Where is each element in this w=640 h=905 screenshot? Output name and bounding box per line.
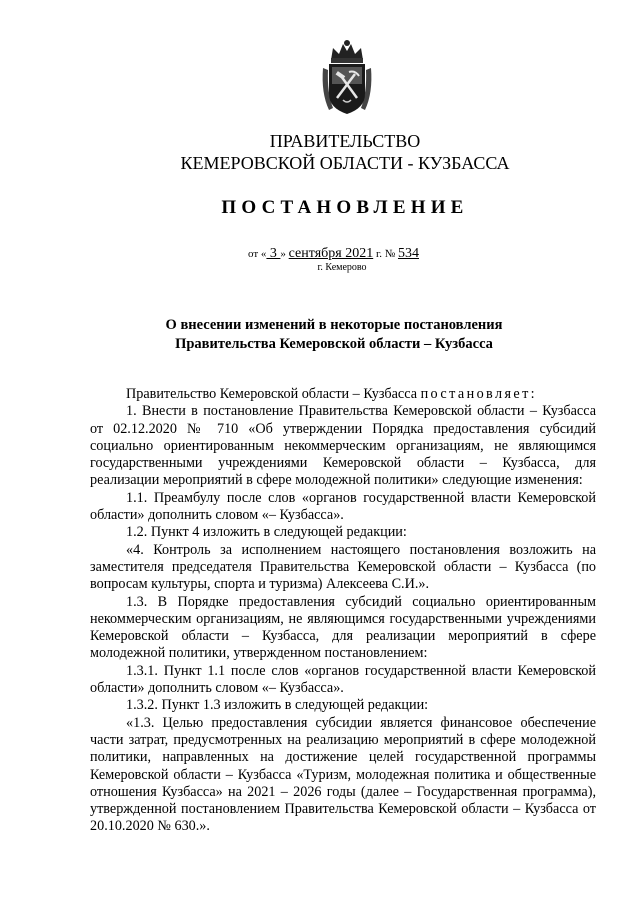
coat-of-arms-icon: [321, 38, 373, 116]
paragraph-1-3-2-quote: «1.3. Целью предоставления субсидии является финансовое обеспечение части затрат, предусмотренных на реализацию мероприятий в сфере молодежной политики, направленных на достижение целей государственной программы Кемеровской области – Кузбасса «Туризм, молодежная политика и общественные отношения Кузбасса» на 2021 – 2026 годы (далее – Государственная программа), утвержденной постановлением Правительства Кемеровской области – Кузбасса от 20.10.2020 № 630.».: [90, 714, 596, 835]
paragraph-1-2: 1.2. Пункт 4 изложить в следующей редакции:: [126, 524, 407, 541]
title-line2: Правительства Кемеровской области – Кузбасса: [175, 336, 493, 352]
title-line1: О внесении изменений в некоторые постановления: [165, 317, 503, 333]
date-month-year: сентября 2021: [288, 246, 374, 261]
intro-lead: Правительство Кемеровской области – Кузбасса: [126, 386, 421, 402]
document-title: [0, 316, 640, 354]
paragraph-1-3-2: 1.3.2. Пункт 1.3 изложить в следующей редакции:: [126, 697, 429, 714]
date-sep: »: [280, 248, 289, 260]
city-line: г. Кемерово: [317, 262, 367, 273]
date-prefix: от «: [248, 248, 267, 260]
paragraph-1-3-1: 1.3.1. Пункт 1.1 после слов «органов государственной власти Кемеровской области» дополнить словом «– Кузбасса».: [90, 662, 596, 697]
government-name-line2: КЕМЕРОВСКОЙ ОБЛАСТИ - КУЗБАССА: [180, 153, 510, 173]
paragraph-1-1: 1.1. Преамбулу после слов «органов государственной власти Кемеровской области» дополнить словом «– Кузбасса».: [90, 489, 596, 524]
document-body: [90, 386, 596, 836]
document-type-heading: ПОСТАНОВЛЕНИЕ: [221, 197, 469, 218]
intro-paragraph: [90, 386, 596, 403]
date-number-line: [248, 245, 419, 262]
date-day: 3: [266, 246, 281, 261]
government-name-line1: ПРАВИТЕЛЬСТВО: [269, 131, 421, 151]
date-year-suffix: г. №: [373, 248, 398, 260]
intro-keyword: постановляет:: [420, 386, 538, 402]
paragraph-1-2-quote: «4. Контроль за исполнением настоящего постановления возложить на заместителя председателя Правительства Кемеровской области – Кузбасса (по вопросам культуры, спорта и туризма) Алексеева С.И.».: [90, 541, 596, 593]
document-number: 534: [397, 246, 419, 261]
paragraph-1: 1. Внести в постановление Правительства Кемеровской области – Кузбасса от 02.12.2020 № 710 «Об утверждении Порядка предоставления субсидий социально ориентированным некоммерческим организациям, не являющимся государственными учреждениями Кемеровской области – Кузбасса, для реализации мероприятий в сфере молодежной политики» следующие изменения:: [90, 403, 596, 489]
paragraph-1-3: 1.3. В Порядке предоставления субсидий социально ориентированным некоммерческим организациям, не являющимся государственными учреждениями Кемеровской области – Кузбасса, для реализации мероприятий в сфере молодежной политики, утвержденном постановлением:: [90, 593, 596, 662]
